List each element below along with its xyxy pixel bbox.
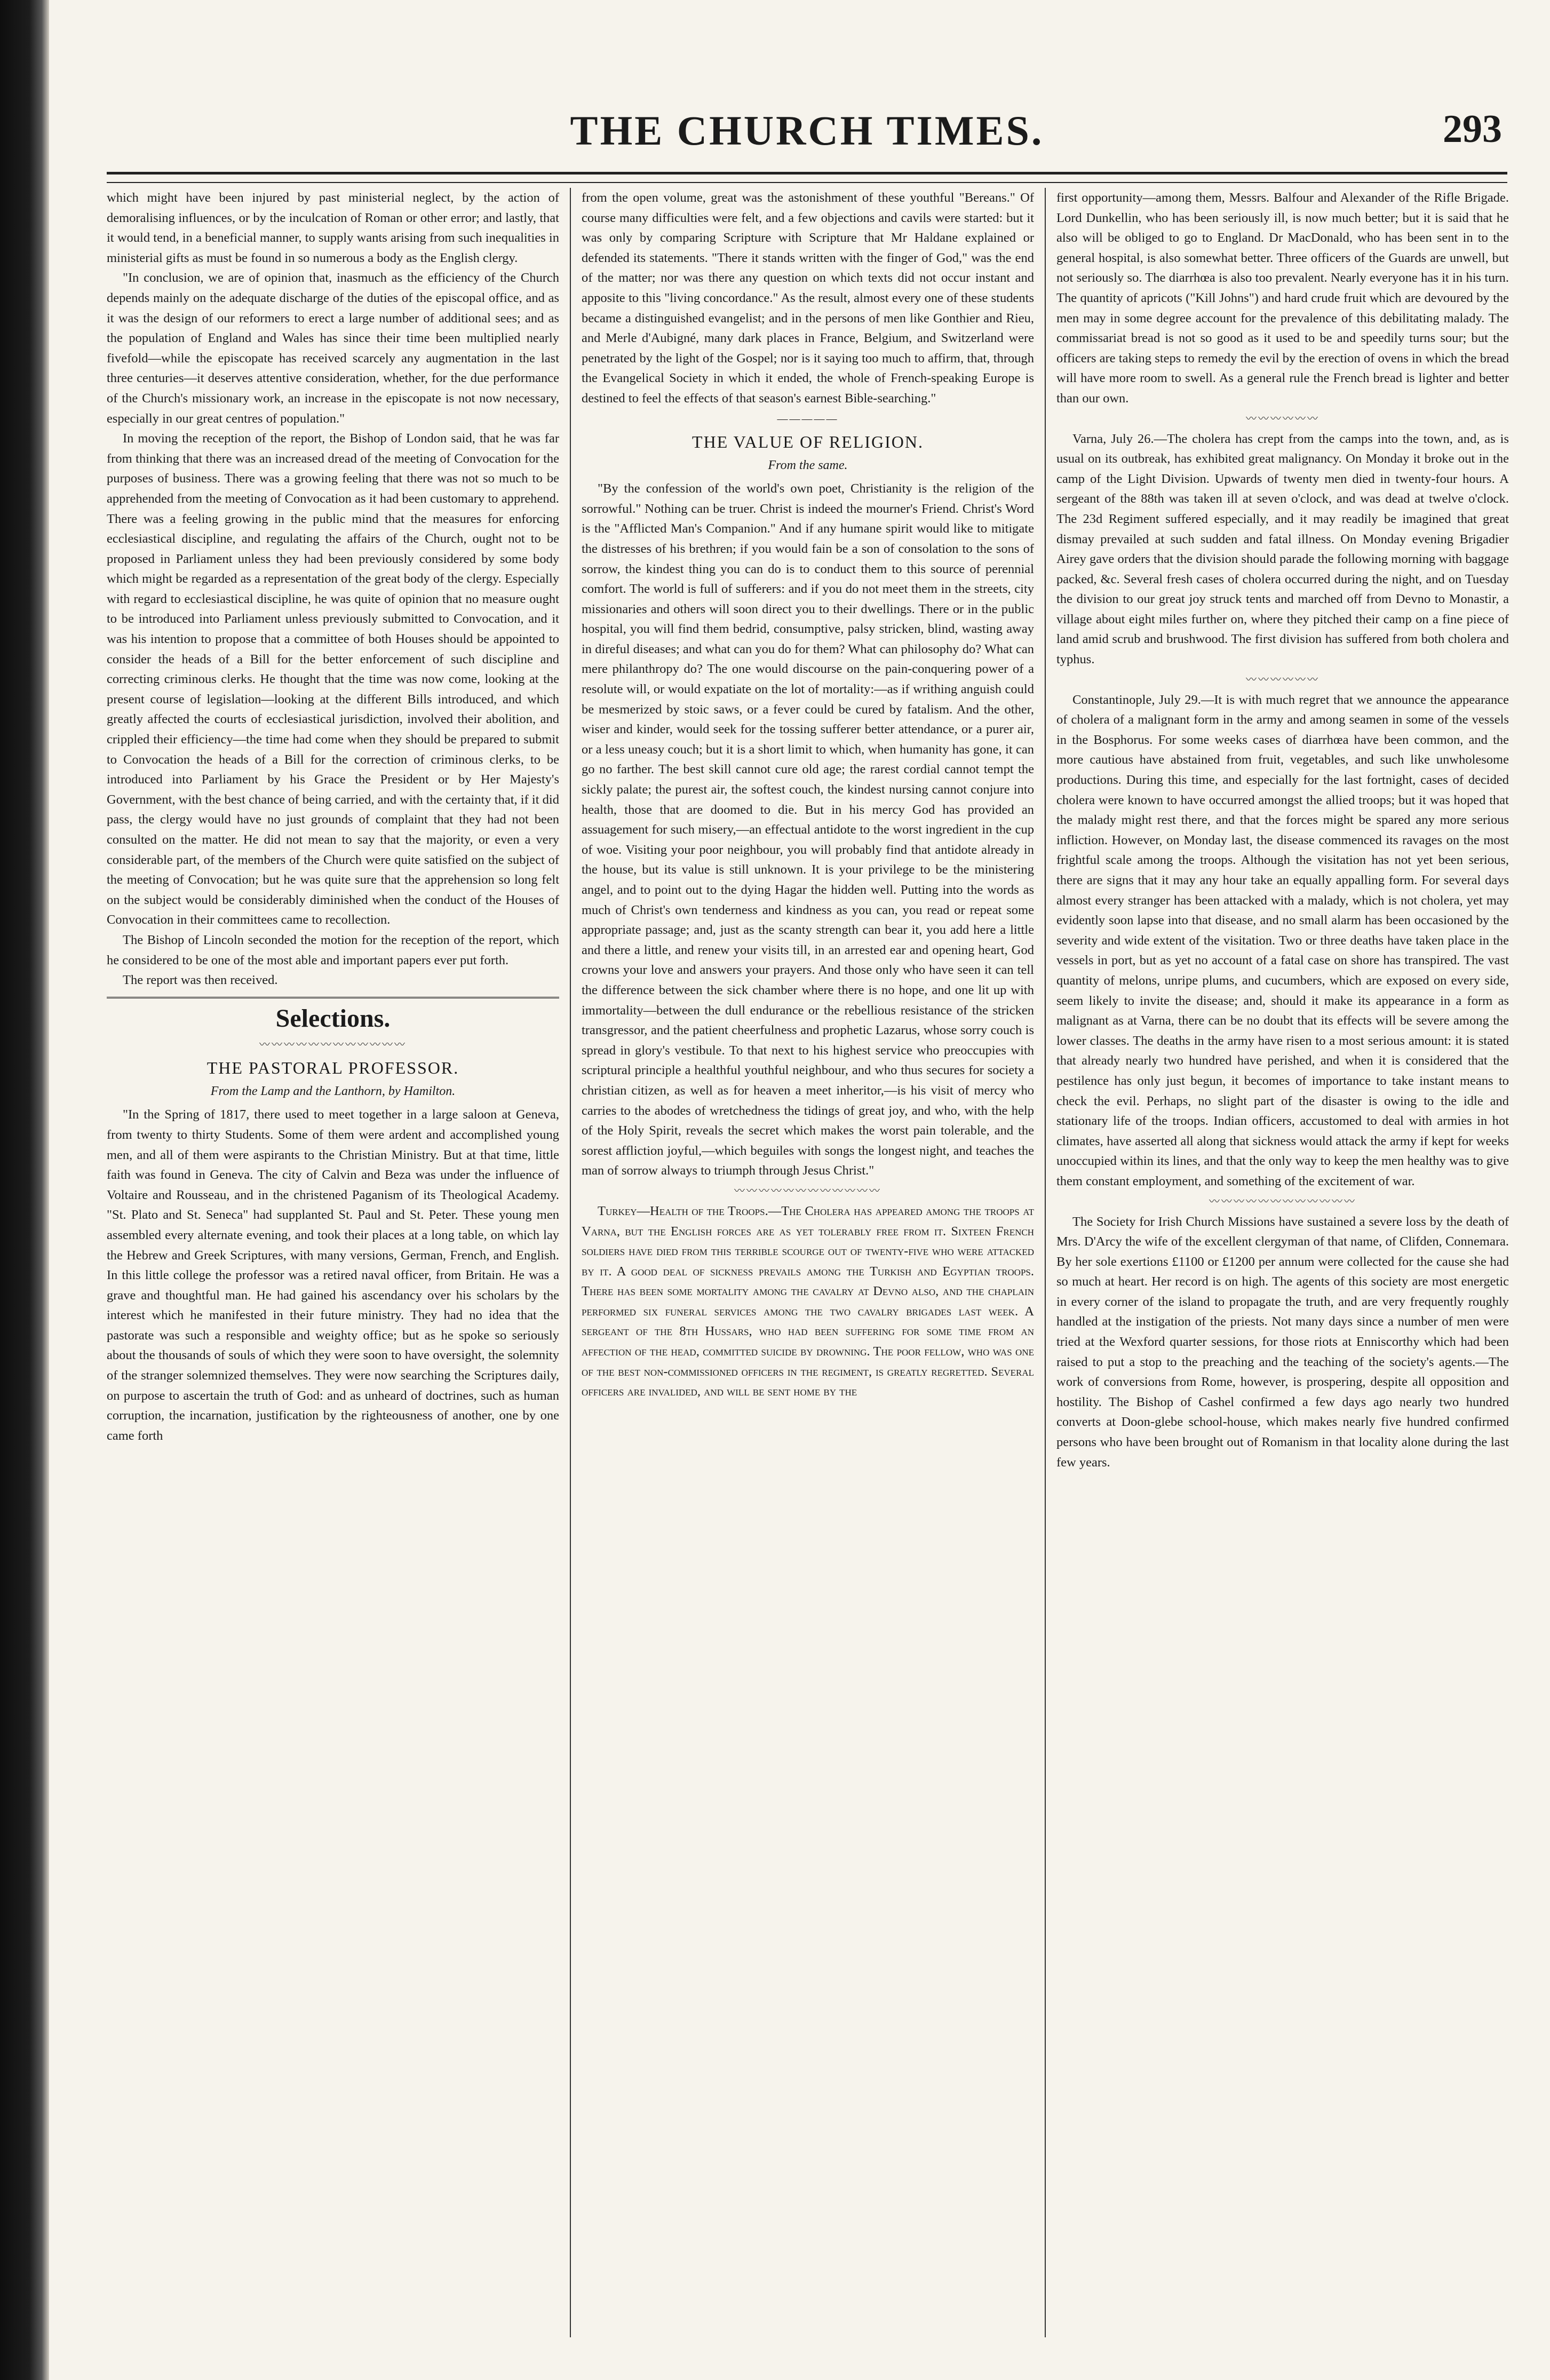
paragraph: Turkey—Health of the Troops.—The Cholera has appeared among the troops at Varna, but the English forces are as yet tolerably free from it. Sixteen French soldiers have died from this terrible scourge out of twenty-five who were attacked by it. A good deal of sickness prevails among the Turkish and Egyptian troops. There has been some mortality among the cavalry at Devno also, and the chaplain performed six funeral services among the two cavalry brigades last week. A sergeant of the 8th Hussars, who had been suffering for some time from an affection of the head, committed suicide by drowning. The poor fellow, who was one of the best non-commissioned officers in the regiment, is greatly regretted. Several officers are invalided, and will be sent home by the: [582, 1203, 1034, 1399]
decorative-rule: 〰〰〰〰〰〰〰〰〰〰〰〰: [734, 1185, 881, 1197]
paragraph: The report was then received.: [123, 973, 278, 988]
paragraph: Constantinople, July 29.—It is with much regret that we announce the appearance of cholera of a malignant form in the army and among seamen in some of the vessels in the Bosphorus. For some weeks cases of diarrhœa have been common, and the more cautious have abstained from fruit, vegetables, and such like unwholesome productions. During this time, and especially for the last fortnight, cases of decided cholera were known to have occurred amongst the allied troops; but it was hoped that the malady might rest there, and that the forces might be spared any more serious infliction. However, on Monday last, the disease commenced its ravages on the most frightful scale among the troops. Although the visitation has not yet been serious, there are signs that it may any hour take an equally appalling form. For several days almost every stranger has been attacked with a malady, which is not cholera, yet may evidently soon lapse into that disease, and no small alarm has been occasioned by the severity and wide extent of the visitation. Two or three deaths have taken place in the vessels in port, but as yet no account of a fatal case on shore has transpired. The vast quantity of melons, unripe plums, and cucumbers, which are exposed on every side, seem likely to invite the disease; and, should it make its appearance in a form as malignant as at Varna, there can be no doubt that its effects will be severe among the lower classes. The deaths in the army have risen to a most serious amount: it is stated that already nearly two hundred have perished, and when it is considered that the pestilence has only just begun, it becomes of importance to take instant means to check the evil. Perhaps, no slight part of the disaster is owing to the idle and stationary life of the troops. Indian officers, accustomed to deal with armies in hot climates, have asserted all along that sickness would attack the army if kept for weeks unoccupied within its lines, and that the only way to keep the men healthy was to give them constant employment, and something of the excitement of war.: [1056, 692, 1509, 1188]
decorative-rule: 〰〰〰〰〰〰〰〰〰〰〰〰: [259, 1038, 407, 1051]
paragraph: The Bishop of Lincoln seconded the motion for the reception of the report, which he considered to be one of the most able and important papers ever put forth.: [107, 932, 559, 967]
page-number: 293: [1443, 107, 1502, 151]
article-title: THE VALUE OF RELIGION.: [692, 432, 924, 451]
paragraph: The Society for Irish Church Missions have sustained a severe loss by the death of Mrs. D'Arcy the wife of the excellent clergyman of that name, of Clifden, Connemara. By her sole exertions £1100 or £1200 per annum were collected for the cause she had so much at heart. Her record is on high. The agents of this society are most energetic in every corner of the island to propagate the truth, and are very frequently roughly handled at the instigation of the priests. Not many days since a number of men were tried at the Wexford quarter sessions, for those riots at Enniscorthy which had been raised to put a stop to the preaching and the teaching of the society's agents.—The work of conversions from Rome, however, is prospering, despite all opposition and hostility. The Bishop of Cashel confirmed a few days ago nearly two hundred converts at Doon-glebe school-house, which makes nearly five hundred confirmed persons who have been brought out of Romanism in that locality alone during the last few years.: [1056, 1214, 1509, 1470]
paragraph: Varna, July 26.—The cholera has crept from the camps into the town, and, as is usual on its outbreak, has exhibited great malignancy. On Monday it broke out in the camp of the Light Division. Upwards of twenty men died in twenty-four hours. A sergeant of the 88th was taken ill at seven o'clock, and was dead at twelve o'clock. The 23d Regiment suffered especially, and it may readily be imagined that great dismay prevailed at such sudden and fatal illness. On Monday evening Brigadier Airey gave orders that the division should parade the following morning with baggage packed, &c. Several fresh cases of cholera occurred during the night, and on Tuesday the division to our great joy struck tents and marched off from Devno to Monastir, a village about eight miles further on, where they pitched their camp on a fine piece of land amid scrub and brushwood. The first division has suffered from both cholera and typhus.: [1056, 431, 1509, 667]
column-divider: [570, 188, 571, 2337]
paragraph: "In conclusion, we are of opinion that, inasmuch as the efficiency of the Church depends mainly on the adequate discharge of the duties of the episcopal office, and as it was the design of our reformers to erect a large number of additional sees; and as the population of England and Wales has since their time been multiplied nearly fivefold—while the episcopate has received scarcely any augmentation in the last three centuries—it deserves attentive consideration, whether, for the due performance of the Church's missionary work, an increase in the episcopate is not now necessary, especially in our great centres of population.": [107, 271, 559, 426]
header-rule: [107, 172, 1507, 183]
article-source: From the same.: [768, 458, 848, 472]
article-source: From the Lamp and the Lanthorn, by Hamilton.: [210, 1084, 456, 1098]
decorative-rule: —————: [777, 412, 839, 425]
paragraph: from the open volume, great was the astonishment of these youthful "Bereans." Of course many difficulties were felt, and a few objections and cavils were started: but it was only by comparing Scripture with Scripture that Mr Haldane explained or defended its statements. "There it stands written with the finger of God," was the end of the matter; nor was there any question on which texts did not occur instant and apposite to this "living concordance." As the result, almost every one of these students became a distinguished evangelist; and in the persons of men like Gonthier and Rieu, and Merle d'Aubigné, many dark places in France, Belgium, and Switzerland were penetrated by the light of the Gospel; nor is it saying too much to affirm, that, through the Evangelical Society in which it ended, the whole of French-speaking Europe is destined to feel the effects of that season's earnest Bible-searching.": [582, 191, 1034, 406]
section-heading: Selections.: [107, 997, 559, 1035]
paragraph: "By the confession of the world's own poet, Christianity is the religion of the sorrowful." Nothing can be truer. Christ is indeed the mourner's Friend. Christ's Word is the "Afflicted Man's Companion." And if any humane spirit would like to mitigate the distresses of his brethren; if you would fain be a son of consolation to the sons of sorrow, the kindest thing you can do is to conduct them to this source of perennial comfort. The world is full of sufferers: and if you do not meet them in the streets, city missionaries and others will soon direct you to their dwellings. There or in the public hospital, you will find them bedrid, consumptive, palsy stricken, blind, wasting away in direful diseases; and what can you do for them? What can philosophy do? What can mere philanthropy do? The one would discourse on the pain-conquering power of a resolute will, or would expatiate on the lot of mortality:—as if writhing anguish could be mesmerized by stoic saws, or a fever could be cured by fatalism. And the other, wiser and kinder, would seek for the tossing sufferer better attendance, or a purer air, or a less uneasy couch; but it is a short limit to which, when humanity has gone, it can go no farther. The best skill cannot cure old age; the rarest cordial cannot tempt the sickly palate; the purest air, the softest couch, the kindest nursing cannot conjure into health, those that are doomed to die. But in his mercy God has provided an assuagement for such misery,—an effectual antidote to the worst ingredient in the cup of woe. Visiting your poor neighbour, you will probably find that antidote already in the house, but its value is still unknown. It is your privilege to be the ministering angel, and to point out to the dying Hagar the hidden well. Putting into the words as much of Christ's own tenderness and kindness as you can, you read or repeat some appropriate passage; and, just as the scanty strength can bear it, you add here a little and there a little, and renew your visits till, in an arrested ear and opening heart, God crowns your love and answers your prayers. And those only who have seen it can tell the difference between the sick chamber where there is no hope, and one lit up with immortality—between the dull endurance or the rebellious resistance of the stricken transgressor, and the patient cheerfulness and prophetic Lazarus, whose sorry couch is spread in glory's vestibule. To that next to his highest service who preoccupies with scriptural principle a healthful youthful neighbour, and who thus secures for society a christian citizen, as well as for heaven a meet inheritor,—is his visit of mercy who carries to the abodes of wretchedness the tidings of great joy, and who, with the help of the Holy Spirit, reveals the secret which makes the worst pain tolerable, and the sorest affliction joyful,—which beguiles with songs the longest night, and teaches the man of sorrow always to triumph through Jesus Christ.": [582, 481, 1034, 1178]
paragraph: first opportunity—among them, Messrs. Balfour and Alexander of the Rifle Brigade. Lord Dunkellin, who has been seriously ill, is now much better; but it is said that he also will be obliged to go to England. Dr MacDonald, who has been sent in to the general hospital, is also somewhat better. Three officers of the Guards are unwell, but not seriously so. The diarrhœa is also too prevalent. Nearly everyone has it in his turn. The quantity of apricots ("Kill Johns") and hard crude fruit which are devoured by the men may in some degree account for the prevalence of this debilitating malady. The commissariat bread is not so good as it used to be and speedily turns sour; but the officers are taking steps to remedy the evil by the erection of ovens in which the bread will have more room to swell. As a general rule the French bread is lighter and better than our own.: [1056, 191, 1509, 406]
binding-edge: [0, 0, 49, 2380]
column-3: [1056, 188, 1509, 2348]
page-header: [107, 101, 1507, 165]
paragraph: In moving the reception of the report, the Bishop of London said, that he was far from thinking that there was an increased dread of the meeting of Convocation for the purposes of business. There was a growing feeling that there was not so much to be apprehended from the meeting of Convocation as it had been customary to apprehend. There was a feeling growing in the public mind that the measures for enforcing ecclesiastical discipline, and regulating the affairs of the Church, ought not to be proposed in Parliament unless they had been previously considered by some body which might be regarded as a representation of the great body of the clergy. Especially with regard to ecclesiastical discipline, he was quite of opinion that no measure ought to be introduced into Parliament unless previously submitted to Convocation, and it was his intention to propose that a committee of both Houses should be appointed to consider the heads of a Bill for the better enforcement of such discipline and correcting criminous clerks. He thought that the time was now come, looking at the present course of legislation—looking at the different Bills introduced, and which greatly affected the courts of ecclesiastical jurisdiction, involved their abolition, and crippled their efficiency—the time had come when they should be prepared to submit to Convocation the heads of a Bill for the correction of criminous clerks, to be introduced into Parliament by his Grace the President or by Her Majesty's Government, with the best chance of being carried, and with the certainty that, if it did pass, the clergy would have no just grounds of complaint that they had not been consulted on the matter. He did not mean to say that the majority, or even a very considerable part, of the members of the Church were quite satisfied on the subject of the meeting of Convocation; but he was quite sure that the apprehension so long felt on the subject would be considerably diminished when the conduct of the Houses of Convocation in their committees came to recollection.: [107, 431, 559, 927]
decorative-rule: 〰〰〰〰〰〰: [1246, 673, 1320, 686]
newspaper-title: THE CHURCH TIMES.: [570, 107, 1044, 154]
article-columns: [107, 188, 1507, 2348]
column-1: [107, 188, 559, 2348]
column-divider: [1045, 188, 1046, 2337]
paragraph: which might have been injured by past ministerial neglect, by the action of demoralising influences, or by the inculcation of Roman or other error; and lastly, that it would tend, in a beneficial manner, to supply wants arising from such inequalities in ministerial gifts as must be found in so numerous a body as the English clergy.: [107, 191, 559, 265]
paragraph: "In the Spring of 1817, there used to meet together in a large saloon at Geneva, from twenty to thirty Students. Some of them were ardent and accomplished young men, and all of them were aspirants to the Christian Ministry. But at that time, little faith was found in Geneva. The city of Calvin and Beza was under the influence of Voltaire and Rousseau, and in the christened Paganism of its Theological Academy. "St. Plato and St. Seneca" had supplanted St. Paul and St. Peter. These young men assembled every alternate evening, and took their places at a long table, on which lay the Hebrew and Greek Scriptures, with many versions, German, French, and English. In this little college the professor was a retired naval officer, from Britain. He was a grave and thoughtful man. He had gained his ascendancy over his scholars by the interest which he manifested in their future ministry. They had no idea that the pastorate was such a responsible and weighty office; but as he spoke so seriously about the thousands of souls of which they were soon to have oversight, the solemnity of the stranger solemnized themselves. They were now searching the Scriptures daily, on purpose to ascertain the truth of God: and as unheard of doctrines, such as human corruption, the incarnation, justification by the righteousness of another, one by one came forth: [107, 1107, 559, 1443]
decorative-rule: 〰〰〰〰〰〰: [1246, 412, 1320, 425]
column-2: [582, 188, 1034, 2348]
decorative-rule: 〰〰〰〰〰〰〰〰〰〰〰〰: [1209, 1195, 1356, 1208]
article-title: THE PASTORAL PROFESSOR.: [206, 1058, 459, 1077]
